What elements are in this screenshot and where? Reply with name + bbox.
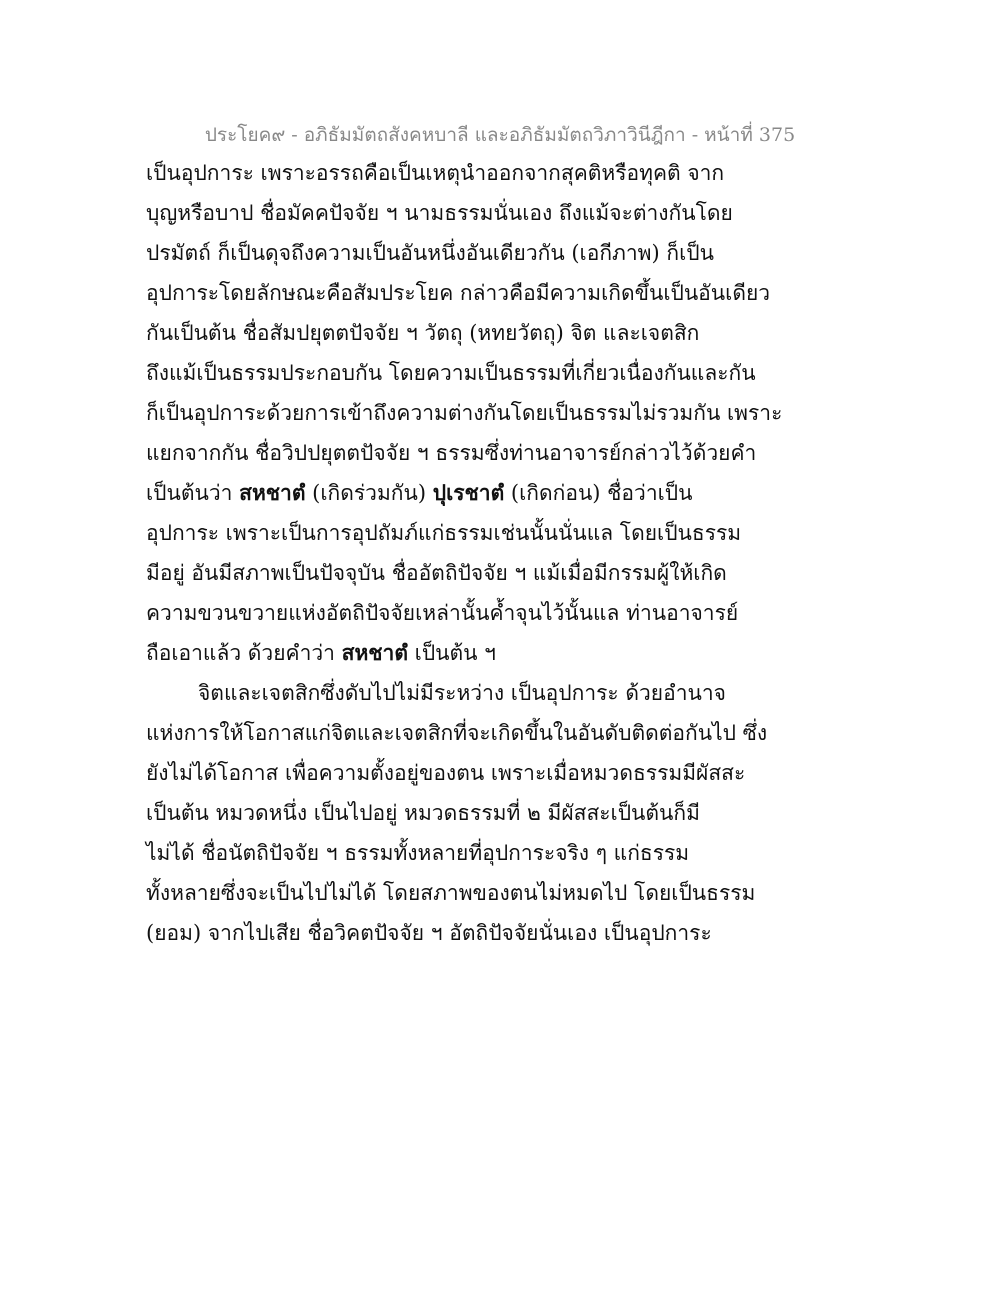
text-line: ไม่ได้ ชื่อนัตถิปัจจัย ฯ ธรรมทั้งหลายที่อุปการะจริง ๆ แก่ธรรม [146,841,690,865]
text-segment: เป็นต้น ฯ [407,641,496,665]
text-line: ถึงแม้เป็นธรรมประกอบกัน โดยความเป็นธรรมที่เกี่ยวเนื่องกันและกัน [146,361,756,385]
text-segment: (เกิดก่อน) ชื่อว่าเป็น [504,481,693,505]
text-segment: เป็นต้นว่า [146,481,240,505]
text-line: อุปการะโดยลักษณะคือสัมประโยค กล่าวคือมีความเกิดขึ้นเป็นอันเดียว [146,281,771,305]
text-line [146,633,726,673]
text-line: บุญหรือบาป ชื่อมัคคปัจจัย ฯ นามธรรมนั่นเอง ถึงแม้จะต่างกันโดย [146,201,733,225]
text-line: กันเป็นต้น ชื่อสัมปยุตตปัจจัย ฯ วัตถุ (หทยวัตถุ) จิต และเจตสิก [146,321,700,345]
text-segment: ถือเอาแล้ว ด้วยคำว่า [146,641,342,665]
text-line: ยังไม่ได้โอกาส เพื่อความตั้งอยู่ของตน เพราะเมื่อหมวดธรรมมีผัสสะ [146,761,746,785]
text-line: ความขวนขวายแห่งอัตถิปัจจัยเหล่านั้นค้ำจุนไว้นั้นแล ท่านอาจารย์ [146,601,739,625]
text-segment: (เกิดร่วมกัน) [305,481,433,505]
text-line: (ยอม) จากไปเสีย ชื่อวิคตปัจจัย ฯ อัตถิปัจจัยนั่นเอง เป็นอุปการะ [146,921,712,945]
text-line: อุปการะ เพราะเป็นการอุปถัมภ์แก่ธรรมเช่นนั้นนั่นแล โดยเป็นธรรม [146,521,742,545]
header-text: ประโยค๙ - อภิธัมมัตถสังคหบาลี และอภิธัมมัตถวิภาวินีฎีกา - หน้าที่ 375 [204,124,796,146]
pali-term: สหชาตํ [239,480,306,505]
text-line: แห่งการให้โอกาสแก่จิตและเจตสิกที่จะเกิดขึ้นในอันดับติดต่อกันไป ซึ่ง [146,721,768,745]
text-line: มีอยู่ อันมีสภาพเป็นปัจจุบัน ชื่ออัตถิปัจจัย ฯ แม้เมื่อมีกรรมผู้ให้เกิด [146,561,727,585]
pali-term: สหชาตํ [341,640,408,665]
text-line: ทั้งหลายซึ่งจะเป็นไปไม่ได้ โดยสภาพของตนไม่หมดไป โดยเป็นธรรม [146,881,756,905]
text-line: ก็เป็นอุปการะด้วยการเข้าถึงความต่างกันโดยเป็นธรรมไม่รวมกัน เพราะ [146,401,783,425]
text-line: เป็นอุปการะ เพราะอรรถคือเป็นเหตุนำออกจากสุคติหรือทุคติ จาก [146,161,725,185]
page-header [0,120,1000,150]
paragraph-start-line: จิตและเจตสิกซึ่งดับไปไม่มีระหว่าง เป็นอุปการะ ด้วยอำนาจ [198,681,726,705]
text-line: แยกจากกัน ชื่อวิปปยุตตปัจจัย ฯ ธรรมซึ่งท่านอาจารย์กล่าวไว้ด้วยคำ [146,441,757,465]
text-line [146,473,726,513]
text-line: ปรมัตถ์ ก็เป็นดุจถึงความเป็นอันหนึ่งอันเดียวกัน (เอกีภาพ) ก็เป็น [146,241,714,265]
text-line: เป็นต้น หมวดหนึ่ง เป็นไปอยู่ หมวดธรรมที่ ๒ มีผัสสะเป็นต้นก็มี [146,801,700,825]
pali-term: ปุเรชาตํ [432,480,505,505]
body-text [146,153,783,953]
